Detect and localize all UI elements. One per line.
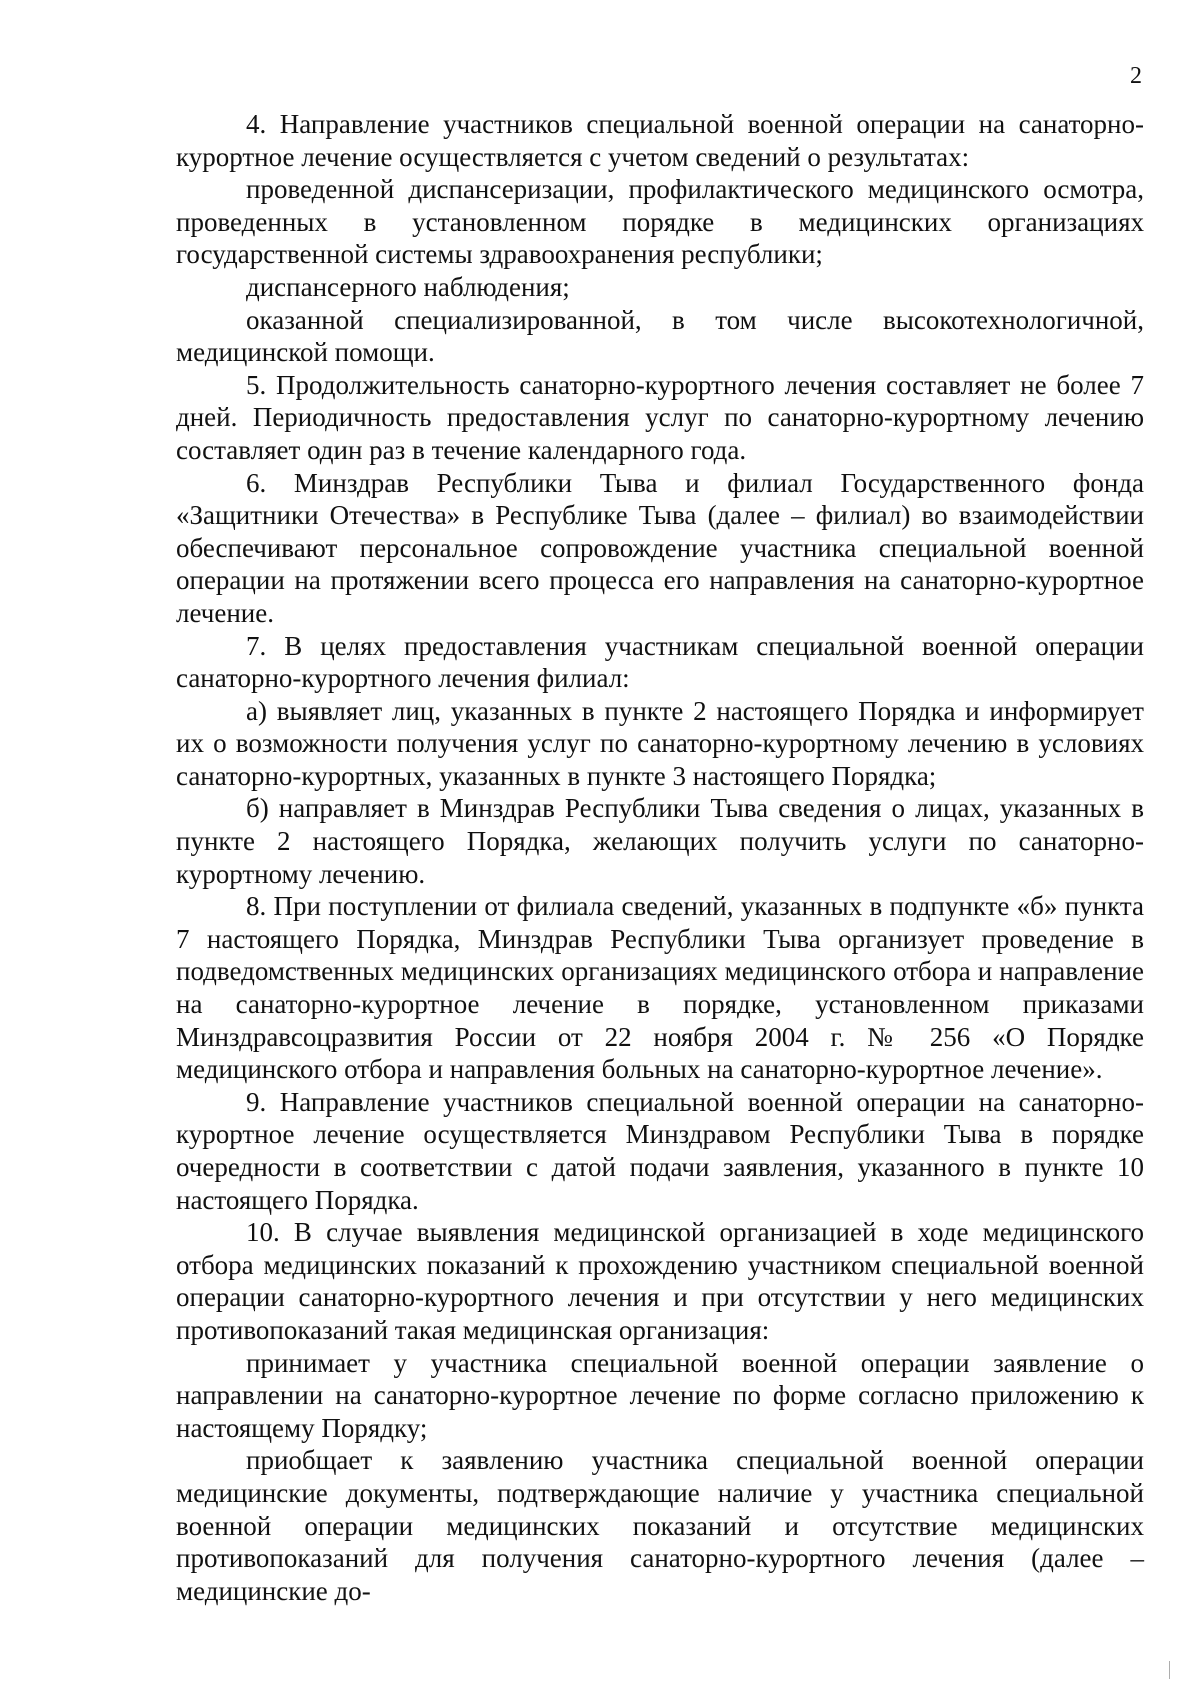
- paragraph-4-item-2: диспансерного наблюдения;: [246, 271, 570, 302]
- paragraph-8: 8. При поступлении от филиала сведений, указанных в подпункте «б» пункта 7 настоящего Порядка, Минздрав Республики Тыва организует проведение в подведомственных медицинских организациях медицинского отбора и направление на санаторно-курортное лечение в порядке, установленном приказами Минздравсоцразвития России от 22 ноября 2004 г. № 256 «О Порядке медицинского отбора и направления больных на санаторно-курортное лечение».: [176, 891, 1144, 1085]
- paragraph-4: 4. Направление участников специальной военной операции на санаторно-курортное лечение осуществляется с учетом сведений о результатах:: [176, 109, 1144, 172]
- paragraph-9: 9. Направление участников специальной военной операции на санаторно-курортное лечение осуществляется Минздравом Республики Тыва в порядке очередности в соответствии с датой подачи заявления, указанного в пункте 10 настоящего Порядка.: [176, 1086, 1144, 1215]
- paragraph-4-item-1: проведенной диспансеризации, профилактического медицинского осмотра, проведенных в установленном порядке в медицинских организациях государственной системы здравоохранения республики;: [176, 174, 1144, 270]
- paragraph-7-item-b: б) направляет в Минздрав Республики Тыва сведения о лицах, указанных в пункте 2 настоящего Порядка, желающих получить услуги по санаторно-курортному лечению.: [176, 793, 1144, 889]
- paragraph-10-item-2: приобщает к заявлению участника специальной военной операции медицинские документы, подтверждающие наличие у участника специальной военной операции медицинских показаний и отсутствие медицинских противопоказаний для получения санаторно-курортного лечения (далее – медицинские до-: [176, 1445, 1144, 1606]
- paragraph-10: 10. В случае выявления медицинской организацией в ходе медицинского отбора медицинских показаний к прохождению участником специальной военной операции санаторно-курортного лечения и при отсутствии у него медицинских противопоказаний такая медицинская организация:: [176, 1217, 1144, 1345]
- document-body: [176, 108, 1144, 1607]
- paragraph-6: 6. Минздрав Республики Тыва и филиал Государственного фонда «Защитники Отечества» в Республике Тыва (далее – филиал) во взаимодействии обеспечивают персональное сопровождение участника специальной военной операции на протяжении всего процесса его направления на санаторно-курортное лечение.: [176, 467, 1144, 628]
- paragraph-10-item-1: принимает у участника специальной военной операции заявление о направлении на санаторно-курортное лечение по форме согласно приложению к настоящему Порядку;: [176, 1347, 1144, 1443]
- paragraph-5: 5. Продолжительность санаторно-курортного лечения составляет не более 7 дней. Периодичность предоставления услуг по санаторно-курортному лечению составляет один раз в течение календарного года.: [176, 369, 1144, 465]
- scan-edge-mark: [1169, 1661, 1176, 1679]
- paragraph-7-item-a: а) выявляет лиц, указанных в пункте 2 настоящего Порядка и информирует их о возможности получения услуг по санаторно-курортному лечению в условиях санаторно-курортных, указанных в пункте 3 настоящего Порядка;: [176, 695, 1144, 791]
- paragraph-4-item-3: оказанной специализированной, в том числе высокотехнологичной, медицинской помощи.: [176, 304, 1144, 368]
- page-number: 2: [1130, 63, 1142, 89]
- paragraph-7: 7. В целях предоставления участникам специальной военной операции санаторно-курортного лечения филиал:: [176, 630, 1144, 694]
